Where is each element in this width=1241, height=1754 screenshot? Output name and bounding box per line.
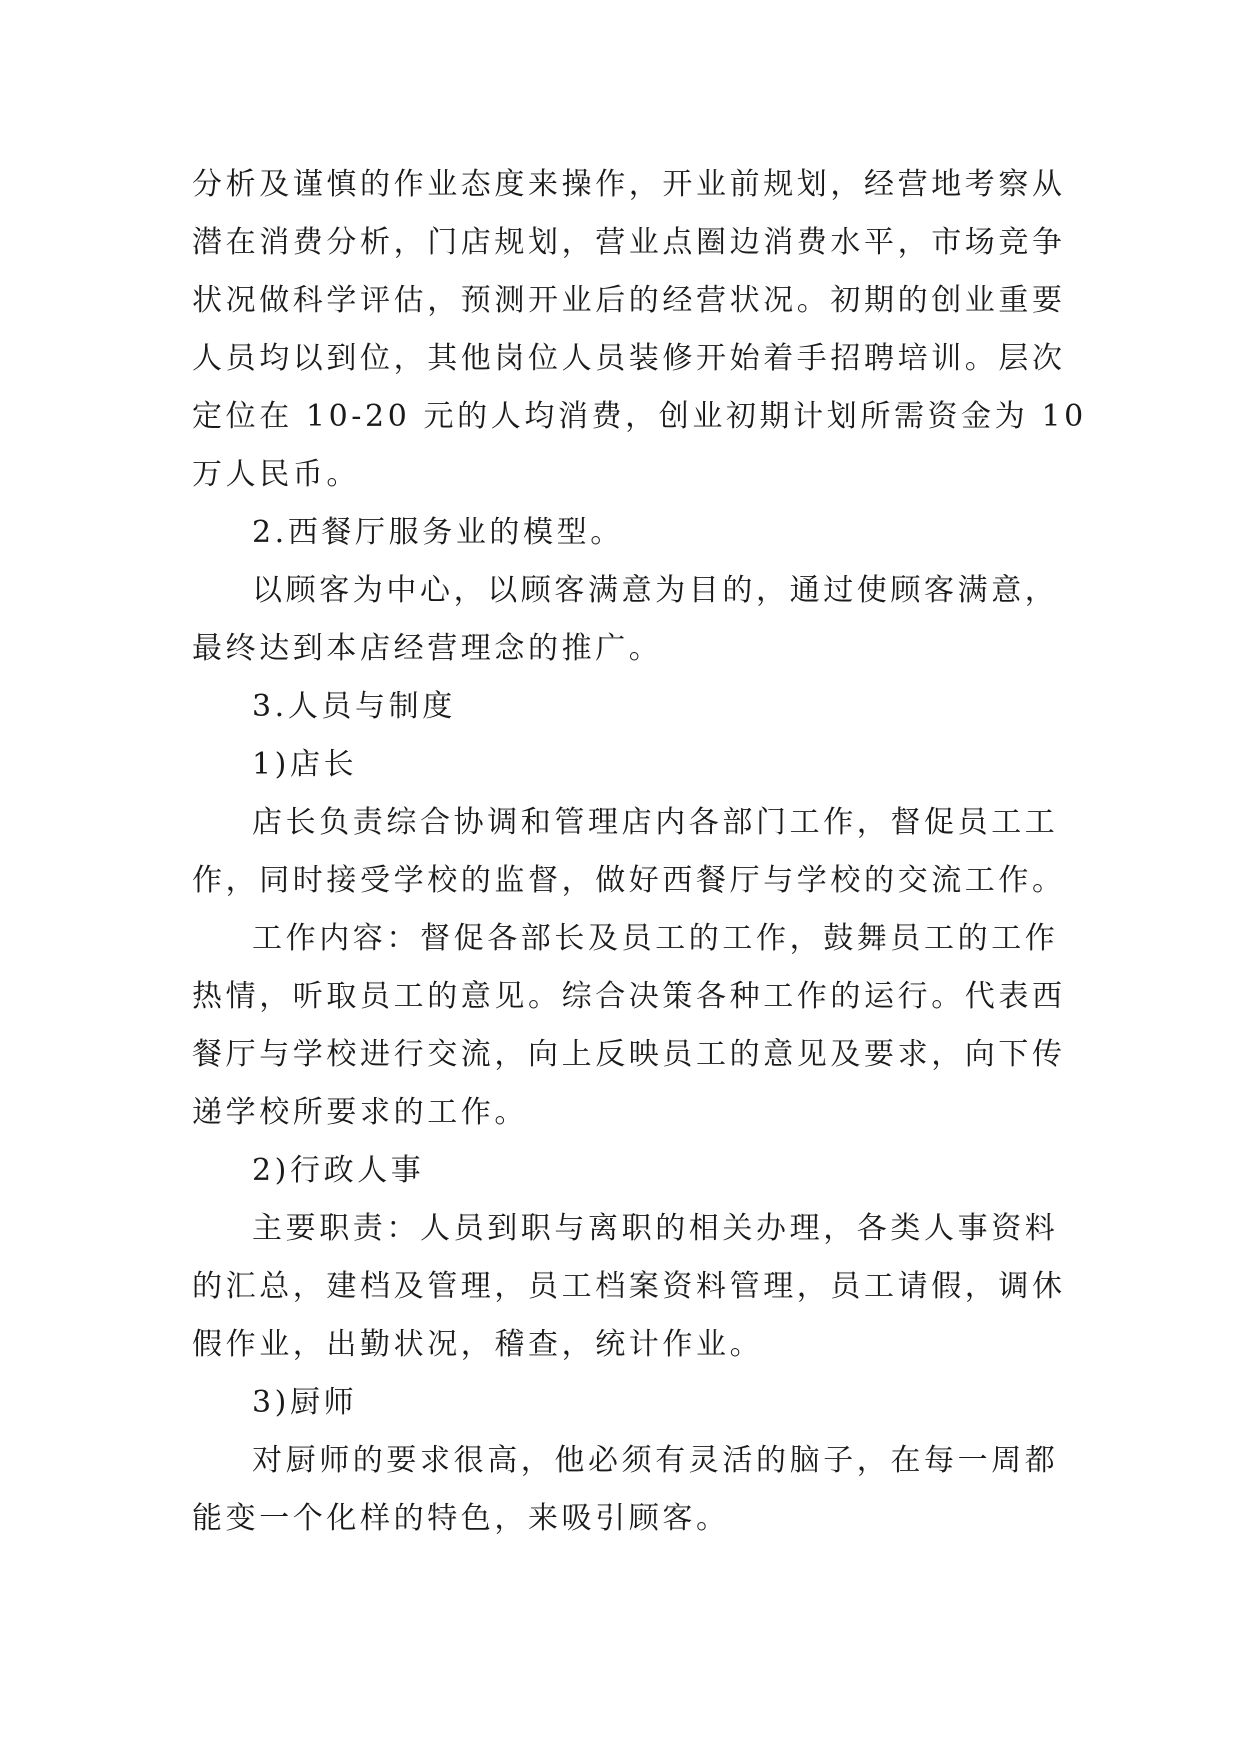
section-heading: 2.西餐厅服务业的模型。 bbox=[252, 515, 624, 550]
body-text-line: 餐厅与学校进行交流，向上反映员工的意见及要求，向下传 bbox=[192, 1037, 1066, 1072]
document-body bbox=[192, 156, 1087, 1548]
subsection-heading: 3)厨师 bbox=[252, 1385, 358, 1420]
subsection-heading: 1)店长 bbox=[252, 747, 358, 782]
body-text-line: 状况做科学评估，预测开业后的经营状况。初期的创业重要 bbox=[192, 283, 1066, 318]
body-text-line: 作，同时接受学校的监督，做好西餐厅与学校的交流工作。 bbox=[192, 863, 1066, 898]
body-text-line: 主要职责：人员到职与离职的相关办理，各类人事资料 bbox=[252, 1211, 1059, 1246]
body-text-line: 店长负责综合协调和管理店内各部门工作，督促员工工 bbox=[252, 805, 1059, 840]
body-text-line: 定位在 10-20 元的人均消费，创业初期计划所需资金为 10 bbox=[192, 399, 1087, 434]
body-text-line: 递学校所要求的工作。 bbox=[192, 1095, 528, 1130]
body-text-line: 对厨师的要求很高，他必须有灵活的脑子，在每一周都 bbox=[252, 1443, 1059, 1478]
section-heading: 3.人员与制度 bbox=[252, 689, 456, 724]
body-text-line: 分析及谨慎的作业态度来操作，开业前规划，经营地考察从 bbox=[192, 167, 1066, 202]
body-text-line: 人员均以到位，其他岗位人员装修开始着手招聘培训。层次 bbox=[192, 341, 1066, 376]
body-text-line: 最终达到本店经营理念的推广。 bbox=[192, 631, 663, 666]
body-text-line: 能变一个化样的特色，来吸引顾客。 bbox=[192, 1501, 730, 1536]
body-text-line: 热情，听取员工的意见。综合决策各种工作的运行。代表西 bbox=[192, 979, 1066, 1014]
body-text-line: 工作内容：督促各部长及员工的工作，鼓舞员工的工作 bbox=[252, 921, 1059, 956]
body-text-line: 万人民币。 bbox=[192, 457, 360, 492]
subsection-heading: 2)行政人事 bbox=[252, 1153, 425, 1188]
body-text-line: 的汇总，建档及管理，员工档案资料管理，员工请假，调休 bbox=[192, 1269, 1066, 1304]
body-text-line: 以顾客为中心，以顾客满意为目的，通过使顾客满意， bbox=[252, 573, 1059, 608]
body-text-line: 潜在消费分析，门店规划，营业点圈边消费水平，市场竞争 bbox=[192, 225, 1066, 260]
body-text-line: 假作业，出勤状况，稽查，统计作业。 bbox=[192, 1327, 764, 1362]
